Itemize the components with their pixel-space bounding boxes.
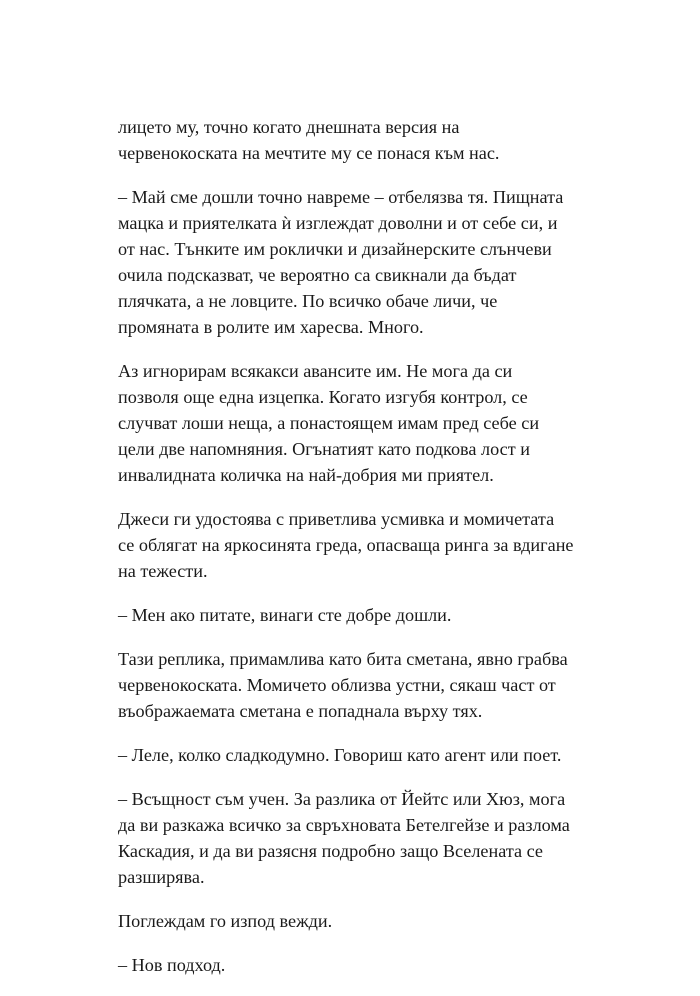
text-line: – Май сме дошли точно навреме – отбелязва тя. Пищната bbox=[118, 187, 564, 207]
paragraph-8 bbox=[118, 786, 638, 890]
text-line: разширява. bbox=[118, 867, 205, 887]
paragraph-7 bbox=[118, 742, 638, 768]
text-line: да ви разкажа всичко за свръхновата Бетелгейзе и разлома bbox=[118, 815, 570, 835]
text-line: промяната в ролите им харесва. Много. bbox=[118, 317, 424, 337]
text-line: червенокоската. Момичето облизва устни, сякаш част от bbox=[118, 675, 556, 695]
text-line: плячката, а не ловците. По всичко обаче личи, че bbox=[118, 291, 498, 311]
paragraph-6 bbox=[118, 646, 638, 724]
text-line: Поглеждам го изпод вежди. bbox=[118, 911, 333, 931]
text-line: – Мен ако питате, винаги сте добре дошли. bbox=[118, 605, 452, 625]
text-line: въображаемата сметана е попаднала върху тях. bbox=[118, 701, 483, 721]
text-line: от нас. Тънките им роклички и дизайнерските слънчеви bbox=[118, 239, 552, 259]
text-line: Каскадия, и да ви разясня подробно защо Вселената се bbox=[118, 841, 543, 861]
text-line: очила подсказват, че вероятно са свикнали да бъдат bbox=[118, 265, 517, 285]
text-line: червенокоската на мечтите му се понася към нас. bbox=[118, 143, 500, 163]
document-page bbox=[118, 114, 638, 996]
paragraph-4 bbox=[118, 506, 638, 584]
text-line: инвалидната количка на най-добрия ми приятел. bbox=[118, 465, 494, 485]
paragraph-3 bbox=[118, 358, 638, 488]
paragraph-10 bbox=[118, 952, 638, 978]
text-line: – Всъщност съм учен. За разлика от Йейтс или Хюз, мога bbox=[118, 789, 566, 809]
paragraph-5 bbox=[118, 602, 638, 628]
text-line: позволя още една изцепка. Когато изгубя контрол, се bbox=[118, 387, 528, 407]
paragraph-2 bbox=[118, 184, 638, 340]
text-line: Аз игнорирам всякакси авансите им. Не мога да си bbox=[118, 361, 513, 381]
text-line: – Леле, колко сладкодумно. Говориш като агент или поет. bbox=[118, 745, 562, 765]
text-line: Джеси ги удостоява с приветлива усмивка и момичетата bbox=[118, 509, 555, 529]
paragraph-9 bbox=[118, 908, 638, 934]
text-line: на тежести. bbox=[118, 561, 208, 581]
text-line: мацка и приятелката ѝ изглеждат доволни и от себе си, и bbox=[118, 213, 558, 233]
text-line: лицето му, точно когато днешната версия на bbox=[118, 117, 460, 137]
text-line: се облягат на яркосинята греда, опасваща ринга за вдигане bbox=[118, 535, 574, 555]
text-line: – Нов подход. bbox=[118, 955, 226, 975]
text-line: Тази реплика, примамлива като бита сметана, явно грабва bbox=[118, 649, 568, 669]
paragraph-1 bbox=[118, 114, 638, 166]
text-line: цели две напомняния. Огънатият като подкова лост и bbox=[118, 439, 530, 459]
text-line: случват лоши неща, а понастоящем имам пред себе си bbox=[118, 413, 540, 433]
